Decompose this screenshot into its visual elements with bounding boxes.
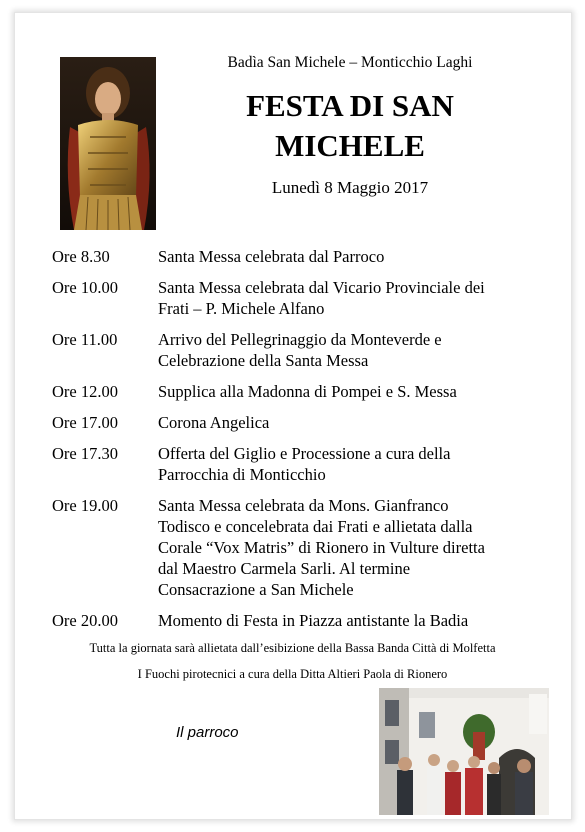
schedule-description-line: Supplica alla Madonna di Pompei e S. Messa bbox=[158, 382, 457, 401]
event-date: Lunedì 8 Maggio 2017 bbox=[271, 178, 429, 197]
schedule-row bbox=[52, 246, 552, 267]
saint-michael-statue-photo bbox=[60, 57, 156, 230]
schedule-time: Ore 20.00 bbox=[52, 611, 118, 630]
schedule-time: Ore 10.00 bbox=[52, 278, 118, 297]
signature: Il parroco bbox=[176, 724, 239, 741]
schedule-description bbox=[158, 246, 552, 267]
schedule-description-line: Santa Messa celebrata dal Parroco bbox=[158, 247, 385, 266]
schedule-time: Ore 11.00 bbox=[52, 330, 118, 349]
schedule-row bbox=[52, 443, 552, 485]
schedule-time: Ore 17.30 bbox=[52, 444, 118, 463]
schedule-description-line: dal Maestro Carmela Sarli. Al termine bbox=[158, 559, 411, 578]
schedule-row bbox=[52, 381, 552, 402]
schedule-description bbox=[158, 381, 552, 402]
event-location-subtitle: Badìa San Michele – Monticchio Laghi bbox=[227, 54, 473, 71]
schedule-description bbox=[158, 443, 552, 485]
schedule-description-line: Momento di Festa in Piazza antistante la Badia bbox=[158, 611, 469, 630]
schedule-description-line: Frati – P. Michele Alfano bbox=[158, 299, 325, 318]
schedule-description-line: Santa Messa celebrata da Mons. Gianfranco bbox=[158, 496, 449, 515]
schedule-description bbox=[158, 329, 552, 371]
schedule-description-line: Santa Messa celebrata dal Vicario Provinciale dei bbox=[158, 278, 485, 297]
schedule-description bbox=[158, 495, 552, 600]
schedule-time: Ore 19.00 bbox=[52, 496, 118, 515]
schedule-description-line: Parrocchia di Monticchio bbox=[158, 465, 326, 484]
schedule-description-line: Corona Angelica bbox=[158, 413, 270, 432]
event-title-line1: FESTA DI SAN bbox=[246, 88, 454, 123]
schedule-row bbox=[52, 277, 552, 319]
schedule-description-line: Arrivo del Pellegrinaggio da Monteverde e bbox=[158, 330, 442, 349]
procession-photo bbox=[379, 688, 549, 815]
schedule-time: Ore 8.30 bbox=[52, 247, 110, 266]
schedule-description-line: Todisco e concelebrata dai Frati e allietata dalla bbox=[158, 517, 473, 536]
schedule-description bbox=[158, 610, 552, 631]
schedule-row bbox=[52, 412, 552, 433]
event-title bbox=[190, 86, 510, 166]
event-schedule bbox=[52, 246, 552, 641]
schedule-row bbox=[52, 610, 552, 631]
schedule-description-line: Consacrazione a San Michele bbox=[158, 580, 354, 599]
schedule-description bbox=[158, 412, 552, 433]
schedule-description-line: Celebrazione della Santa Messa bbox=[158, 351, 369, 370]
schedule-description-line: Offerta del Giglio e Processione a cura della bbox=[158, 444, 451, 463]
band-note: Tutta la giornata sarà allietata dall’esibizione della Bassa Banda Città di Molfetta bbox=[89, 641, 496, 655]
schedule-time: Ore 12.00 bbox=[52, 382, 118, 401]
schedule-row bbox=[52, 329, 552, 371]
schedule-description bbox=[158, 277, 552, 319]
event-title-line2: MICHELE bbox=[275, 128, 425, 163]
schedule-row bbox=[52, 495, 552, 600]
schedule-description-line: Corale “Vox Matris” di Rionero in Vulture diretta bbox=[158, 538, 485, 557]
schedule-time: Ore 17.00 bbox=[52, 413, 118, 432]
fireworks-note: I Fuochi pirotecnici a cura della Ditta Altieri Paola di Rionero bbox=[137, 667, 448, 681]
